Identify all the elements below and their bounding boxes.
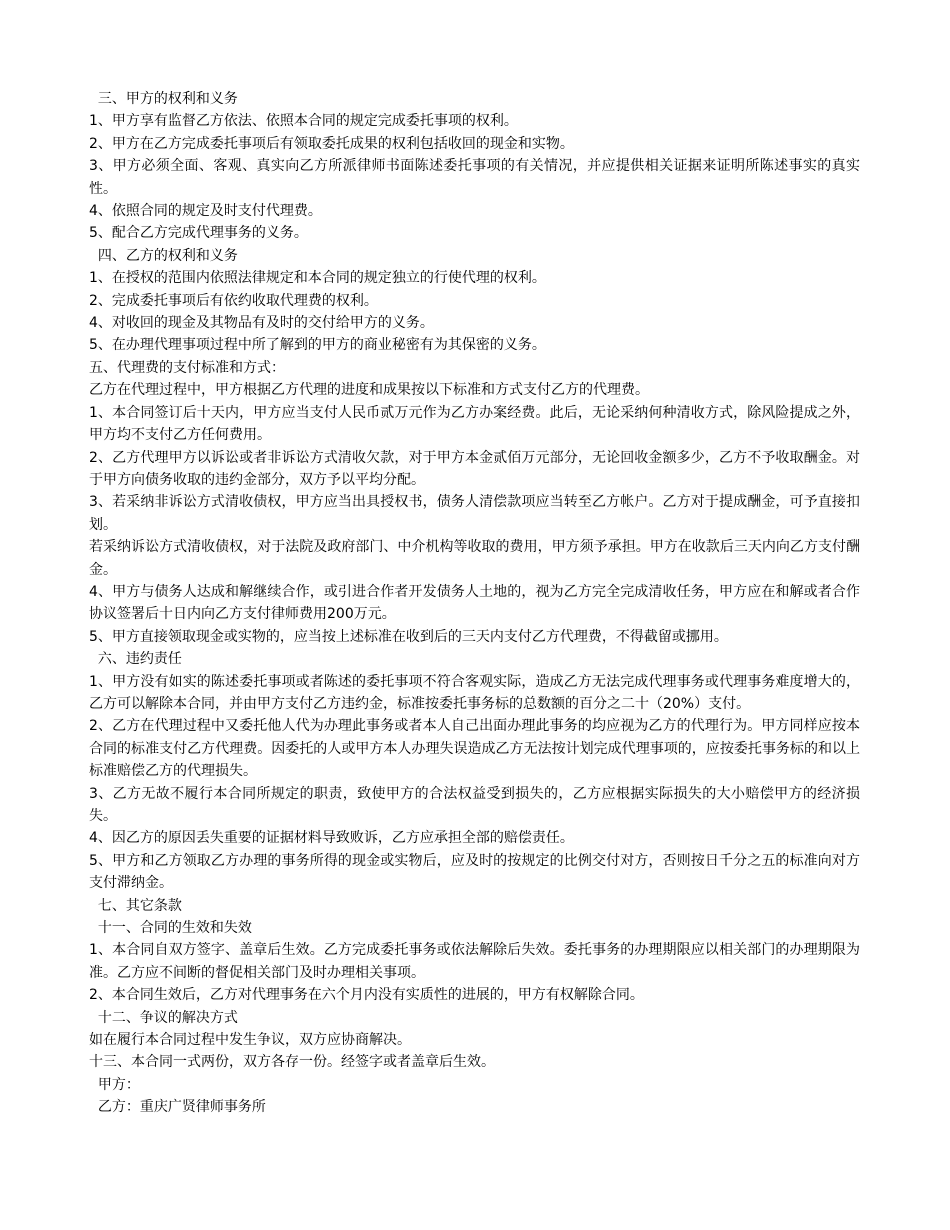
section-heading-breach-liability: 六、违约责任 [89,651,182,668]
clause-text: 1、甲方没有如实的陈述委托事项或者陈述的委托事项不符合客观实际，造成乙方无法完成代理事务或代理事务难度增大的，乙方可以解除本合同，并由甲方支付乙方违约金，标准按委托事务标的总数额的百分之二十（20%）支付。 [89,673,860,712]
section-heading-party-a-rights: 三、甲方的权利和义务 [89,91,238,107]
clause-text: 4、依照合同的规定及时支付代理费。 [89,203,322,220]
section-heading-other-terms: 七、其它条款 [89,897,182,914]
section-heading-fee-payment: 五、代理费的支付标准和方式： [89,359,285,376]
clause-text: 1、本合同自双方签字、盖章后生效。乙方完成委托事务或依法解除后失效。委托事务的办理期限应以相关部门的办理期限为准。乙方应不间断的督促相关部门及时办理相关事项。 [89,942,860,981]
clause-text: 2、乙方在代理过程中又委托他人代为办理此事务或者本人自己出面办理此事务的均应视为乙方的代理行为。甲方同样应按本合同的标准支付乙方代理费。因委托的人或甲方本人办理失误造成乙方无法按计划完成代理事项的，应按委托事务标的和以上标准赔偿乙方的代理损失。 [89,718,860,780]
section-heading-effectiveness: 十一、合同的生效和失效 [89,920,252,937]
clause-text: 1、在授权的范围内依照法律规定和本合同的规定独立的行使代理的权利。 [89,270,546,287]
clause-text: 1、甲方享有监督乙方依法、依照本合同的规定完成委托事项的权利。 [89,113,518,130]
section-heading-party-b-rights: 四、乙方的权利和义务 [89,247,238,264]
signature-party-b: 乙方：重庆广贤律师事务所 [89,1099,266,1116]
clause-text: 5、配合乙方完成代理事务的义务。 [89,225,308,242]
clause-text: 4、对收回的现金及其物品有及时的交付给甲方的义务。 [89,315,434,332]
clause-text: 2、甲方在乙方完成委托事项后有领取委托成果的权利包括收回的现金和实物。 [89,135,574,152]
clause-text: 3、甲方必须全面、客观、真实向乙方所派律师书面陈述委托事项的有关情况，并应提供相关证据来证明所陈述事实的真实性。 [89,158,860,197]
clause-text: 1、本合同签订后十天内，甲方应当支付人民币贰万元作为乙方办案经费。此后，无论采纳何种清收方式，除风险提成之外，甲方均不支付乙方任何费用。 [89,404,860,444]
paragraph-text: 乙方在代理过程中，甲方根据乙方代理的进度和成果按以下标准和方式支付乙方的代理费。 [89,382,649,399]
clause-text: 3、若采纳非诉讼方式清收债权，甲方应当出具授权书，债务人清偿款项应当转至乙方帐户。乙方对于提成酬金，可予直接扣划。 [89,494,860,533]
paragraph-text: 如在履行本合同过程中发生争议，双方应协商解决。 [89,1032,411,1049]
signature-party-a: 甲方： [89,1076,140,1093]
clause-text: 2、完成委托事项后有依约收取代理费的权利。 [89,292,378,309]
paragraph-text: 若采纳诉讼方式清收债权，对于法院及政府部门、中介机构等收取的费用，甲方须予承担。甲方在收款后三天内向乙方支付酬金。 [89,539,860,578]
clause-text: 2、本合同生效后，乙方对代理事务在六个月内没有实质性的进展的，甲方有权解除合同。 [89,987,644,1004]
clause-text: 5、甲方和乙方领取乙方办理的事务所得的现金或实物后，应及时的按规定的比例交付对方，否则按日千分之五的标准向对方支付滞纳金。 [89,852,860,892]
clause-text: 4、甲方与债务人达成和解继续合作，或引进合作者开发债务人土地的，视为乙方完全完成清收任务，甲方应在和解或者合作协议签署后十日内向乙方支付律师费用200万元。 [89,583,860,623]
paragraph-text: 十三、本合同一式两份，双方各存一份。经签字或者盖章后生效。 [89,1054,495,1071]
clause-text: 2、乙方代理甲方以诉讼或者非诉讼方式清收欠款，对于甲方本金贰佰万元部分，无论回收金额多少，乙方不予收取酬金。对于甲方向债务收取的违约金部分，双方予以平均分配。 [89,449,860,488]
clause-text: 5、在办理代理事项过程中所了解到的甲方的商业秘密有为其保密的义务。 [89,337,546,354]
clause-text: 3、乙方无故不履行本合同所规定的职责，致使甲方的合法权益受到损失的，乙方应根据实际损失的大小赔偿甲方的经济损失。 [89,785,860,824]
clause-text: 4、因乙方的原因丢失重要的证据材料导致败诉，乙方应承担全部的赔偿责任。 [89,830,574,847]
section-heading-dispute-resolution: 十二、争议的解决方式 [89,1009,238,1026]
clause-text: 5、甲方直接领取现金或实物的，应当按上述标准在收到后的三天内支付乙方代理费，不得截留或挪用。 [89,628,728,645]
